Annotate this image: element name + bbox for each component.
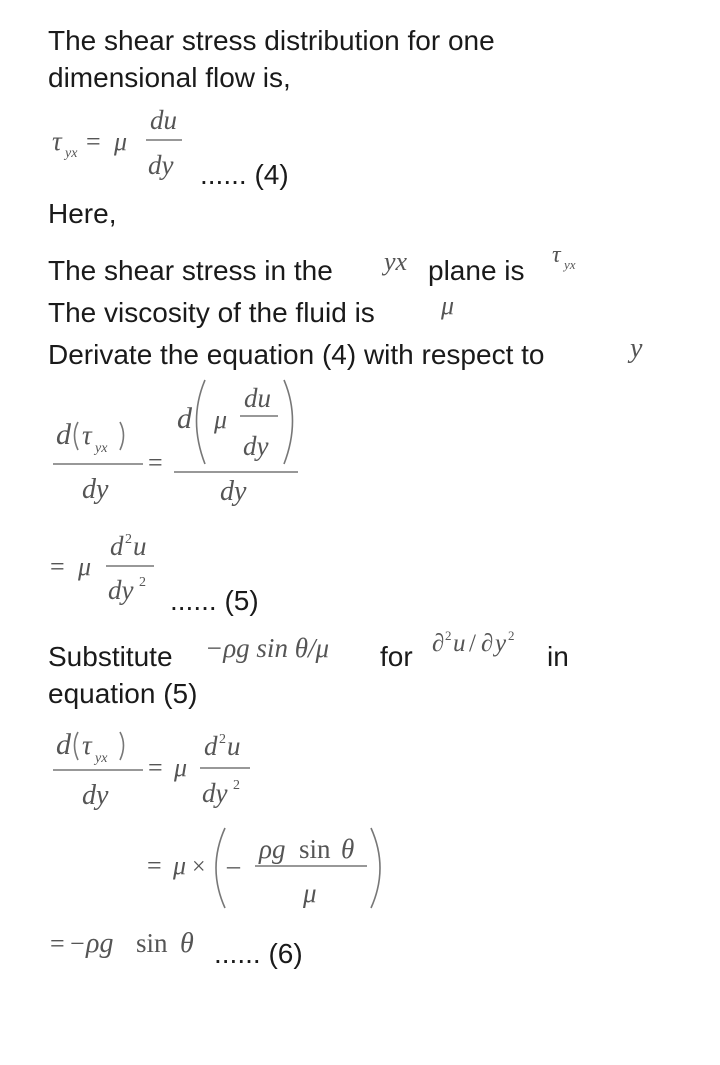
- svg-text:u: u: [453, 630, 466, 657]
- svg-text:μ: μ: [114, 127, 128, 156]
- svg-text:−: −: [70, 929, 85, 958]
- svg-text:dy: dy: [202, 778, 228, 808]
- substitute-in-text: in: [547, 641, 569, 672]
- svg-text:2: 2: [445, 628, 452, 643]
- intro-line-1: The shear stress distribution for one: [48, 25, 495, 56]
- svg-text:2: 2: [125, 532, 132, 547]
- svg-text:=: =: [147, 851, 162, 880]
- y-symbol: y: [630, 333, 643, 364]
- derivation-step-1: [48, 718, 268, 818]
- equation-4: [48, 100, 208, 185]
- svg-text:sin: sin: [299, 834, 331, 864]
- svg-text:d: d: [56, 728, 71, 761]
- svg-text:2: 2: [233, 778, 240, 793]
- svg-text:θ: θ: [180, 928, 194, 959]
- here-label: Here,: [48, 198, 117, 229]
- svg-text:dy: dy: [108, 575, 134, 605]
- svg-text:τ: τ: [52, 126, 62, 156]
- svg-text:yx: yx: [65, 146, 78, 161]
- yx-plane-symbol: yx: [384, 247, 408, 276]
- derivate-text: Derivate the equation (4) with respect to: [48, 339, 545, 370]
- mu-symbol: μ: [441, 291, 455, 320]
- substitute-text: Substitute: [48, 641, 173, 672]
- svg-text:=: =: [50, 552, 65, 581]
- substitute-for-text: for: [380, 641, 413, 672]
- svg-text:yx: yx: [95, 751, 108, 766]
- derivation-step-2: [145, 820, 395, 915]
- svg-text:2: 2: [219, 732, 226, 747]
- svg-text:=: =: [50, 929, 65, 958]
- svg-text:dy: dy: [220, 476, 247, 507]
- partial-derivative-symbol: [432, 624, 540, 664]
- svg-text:dy: dy: [148, 150, 174, 180]
- svg-text:u: u: [227, 731, 241, 761]
- viscosity-def-text: The viscosity of the fluid is: [48, 297, 375, 328]
- svg-text:yx: yx: [95, 441, 108, 456]
- svg-text:y: y: [495, 630, 507, 657]
- svg-text:2: 2: [508, 628, 515, 643]
- svg-text:du: du: [244, 383, 271, 413]
- svg-text:yx: yx: [564, 257, 576, 272]
- svg-text:τ: τ: [552, 242, 561, 268]
- svg-text:d: d: [177, 402, 192, 435]
- svg-text:=: =: [148, 448, 163, 477]
- svg-text:–: –: [227, 851, 240, 880]
- derivative-equation: [48, 372, 308, 512]
- tau-yx-symbol: [550, 242, 594, 276]
- svg-text:d: d: [204, 731, 218, 761]
- svg-text:d: d: [56, 418, 71, 451]
- svg-text:θ: θ: [341, 834, 355, 864]
- svg-text:τ: τ: [82, 730, 92, 760]
- svg-text:μ: μ: [214, 405, 228, 434]
- svg-text:μ: μ: [173, 851, 187, 880]
- shear-def-plane-text: plane is: [428, 255, 525, 286]
- substitute-expression: −ρg sin θ/μ: [205, 633, 330, 663]
- svg-text:2: 2: [139, 575, 146, 590]
- svg-text:=: =: [86, 127, 101, 156]
- equation-6-tag: ...... (6): [214, 938, 303, 969]
- equation-6: [48, 922, 218, 967]
- equation-4-tag: ...... (4): [200, 159, 289, 190]
- svg-text:∂: ∂: [432, 630, 445, 657]
- svg-text:dy: dy: [82, 780, 109, 811]
- svg-text:du: du: [150, 105, 177, 135]
- svg-text:=: =: [148, 753, 163, 782]
- intro-line-2: dimensional flow is,: [48, 62, 291, 93]
- substitute-line-2: equation (5): [48, 678, 198, 709]
- svg-text:d: d: [110, 531, 124, 561]
- svg-text:μ: μ: [78, 552, 92, 581]
- svg-text:μ: μ: [303, 878, 317, 908]
- svg-text:ρg: ρg: [86, 928, 114, 959]
- svg-text:μ: μ: [174, 753, 188, 782]
- svg-text:u: u: [133, 531, 147, 561]
- shear-def-text: The shear stress in the: [48, 255, 333, 286]
- svg-text:×: ×: [192, 854, 206, 880]
- svg-text:dy: dy: [82, 474, 109, 505]
- svg-text:τ: τ: [82, 420, 92, 450]
- svg-text:dy: dy: [243, 431, 269, 461]
- equation-5: [48, 525, 178, 610]
- svg-text:sin: sin: [136, 928, 168, 958]
- svg-text:/: /: [469, 630, 476, 657]
- svg-text:∂: ∂: [481, 630, 494, 657]
- svg-text:ρg: ρg: [259, 834, 286, 864]
- equation-5-tag: ...... (5): [170, 585, 259, 616]
